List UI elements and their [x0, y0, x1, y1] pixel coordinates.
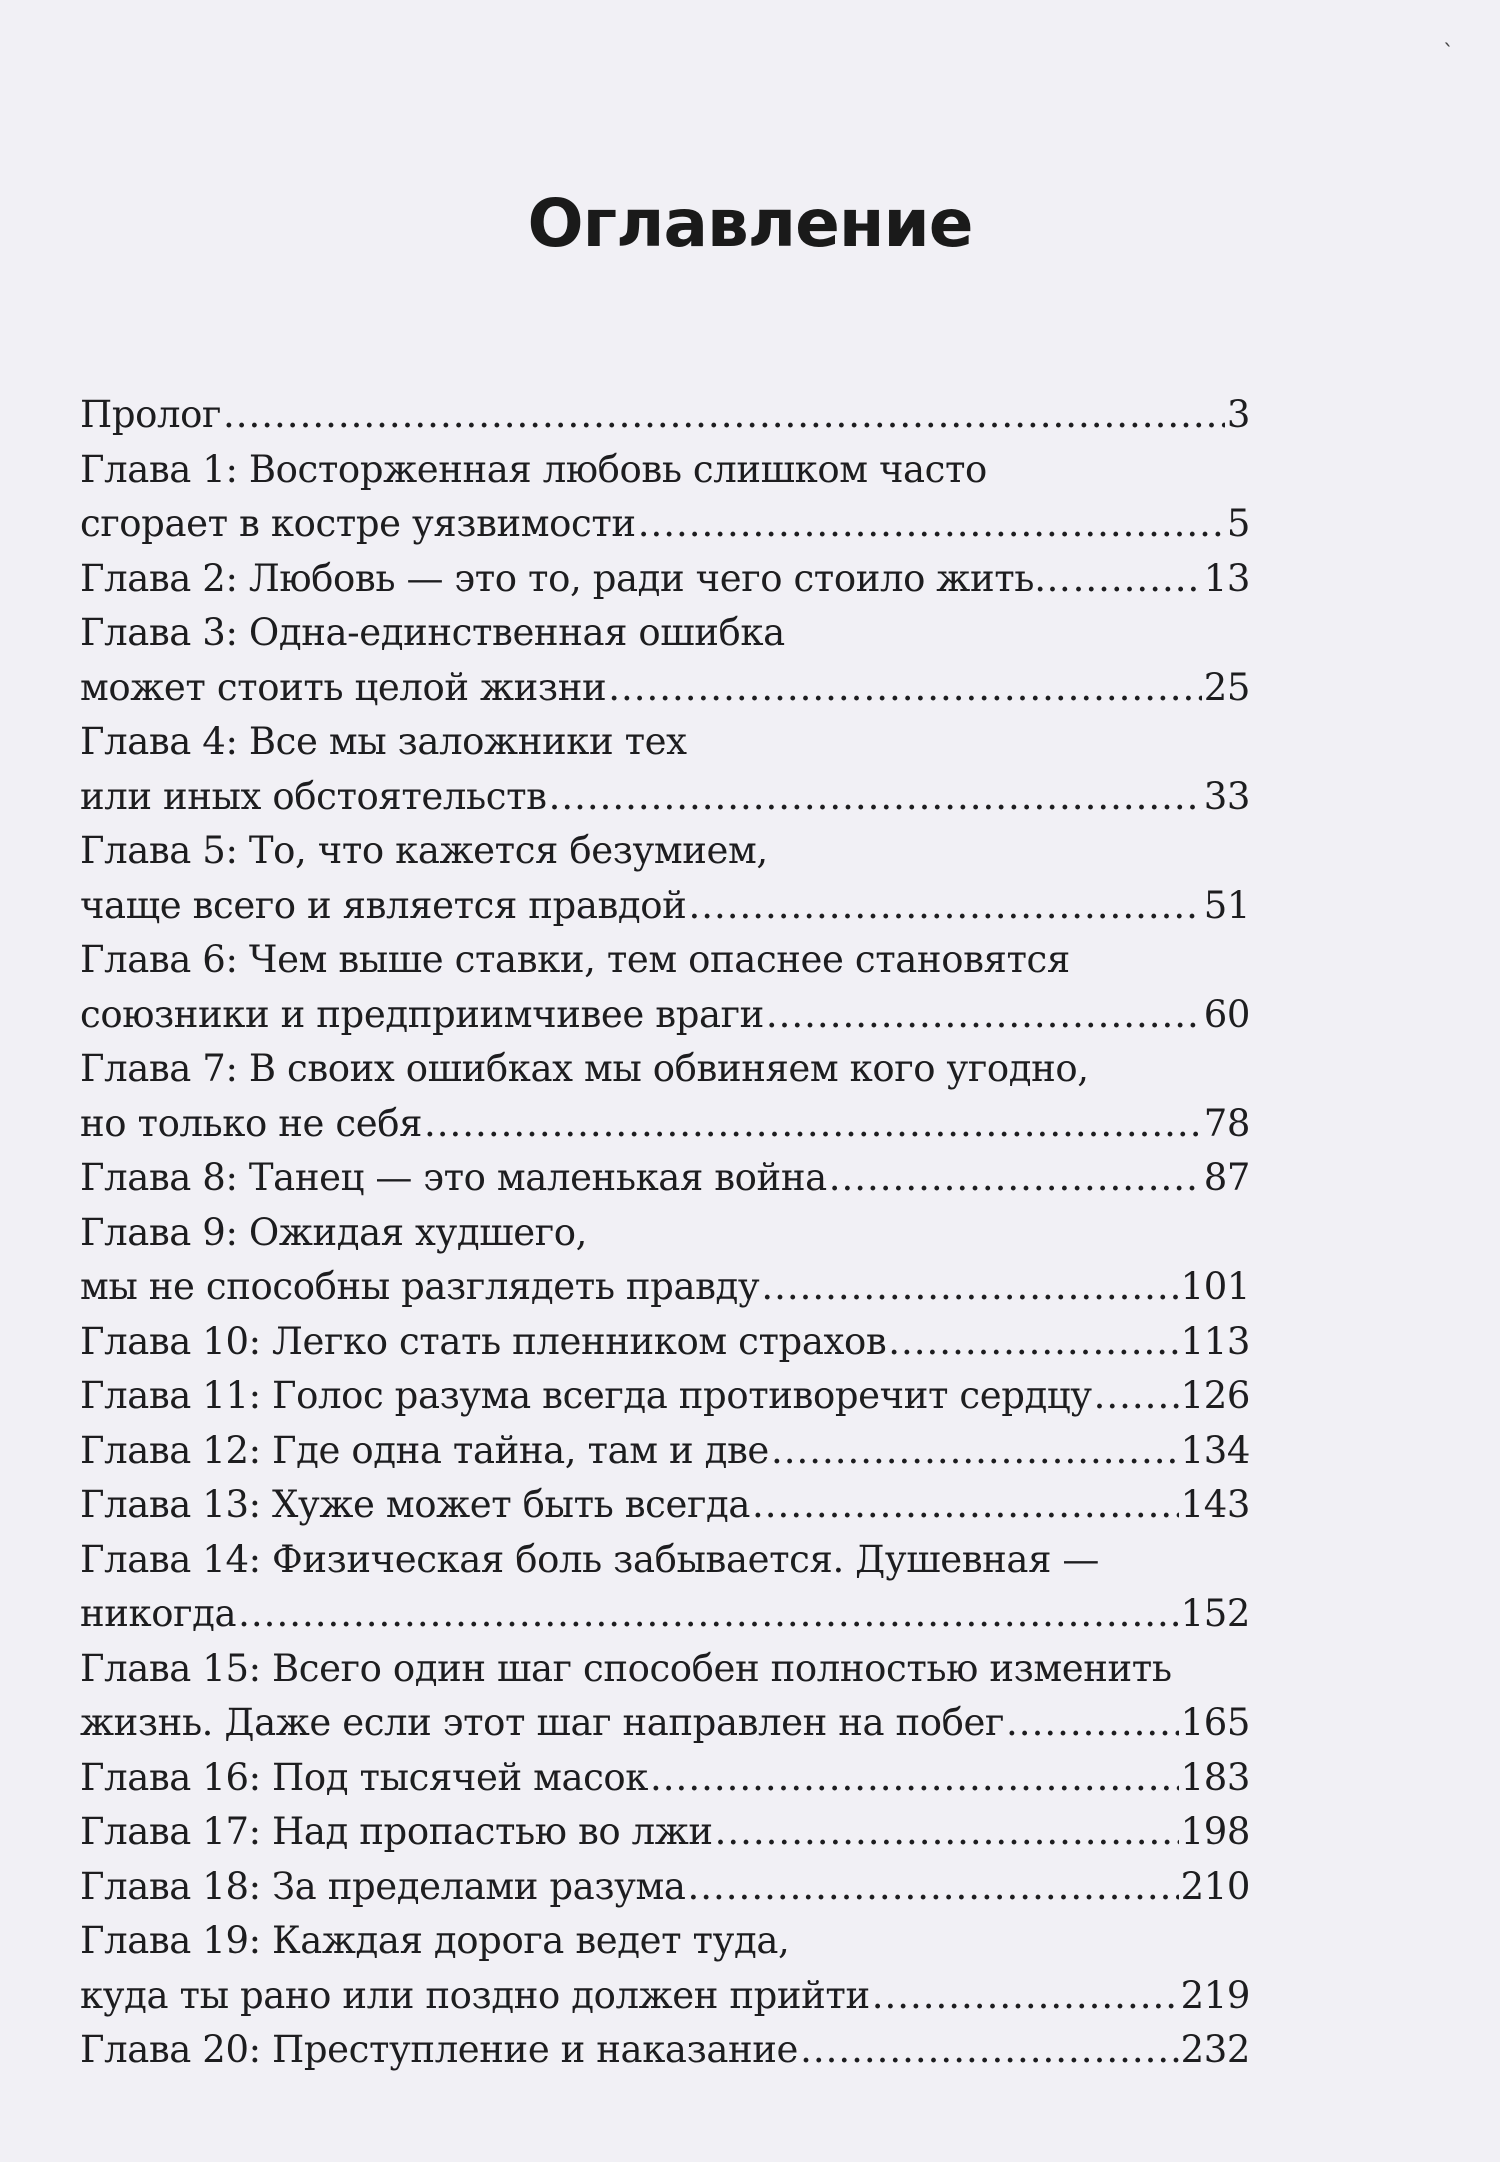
- toc-entry-line: [80, 1533, 1250, 1588]
- toc-entry: [80, 1151, 1250, 1206]
- toc-entry-title: Глава 1: Восторженная любовь слишком часто: [80, 447, 987, 491]
- toc-entry-title: Глава 14: Физическая боль забывается. Душевная —: [80, 1537, 1099, 1581]
- toc-entry: [80, 606, 1250, 715]
- dot-leader: [638, 497, 1225, 552]
- toc-entry-title: Глава 12: Где одна тайна, там и две: [80, 1428, 769, 1472]
- toc-entry-title: может стоить целой жизни: [80, 665, 607, 709]
- toc-entry-title: Глава 10: Легко стать пленником страхов: [80, 1319, 887, 1363]
- toc-entry-line: [80, 1914, 1250, 1969]
- toc-entry-title: Пролог: [80, 393, 221, 436]
- toc-entry-title: Глава 6: Чем выше ставки, тем опаснее становятся: [80, 938, 1070, 981]
- toc-entry: [80, 1914, 1250, 2023]
- dot-leader: [761, 1260, 1178, 1315]
- dot-leader: [800, 2023, 1179, 2078]
- dot-leader: [1006, 1696, 1179, 1751]
- dot-leader: [688, 879, 1201, 934]
- dot-leader: [872, 1969, 1179, 2024]
- toc-entry-line: [80, 1805, 1250, 1860]
- dot-leader: [1094, 1369, 1179, 1424]
- dot-leader: [752, 1478, 1179, 1533]
- dot-leader: [223, 388, 1225, 443]
- toc-entry-title: или иных обстоятельств: [80, 774, 547, 818]
- toc-entry: [80, 388, 1250, 443]
- toc-entry-title: мы не способны разглядеть правду: [80, 1265, 760, 1308]
- toc-entry-title: Глава 16: Под тысячей масок: [80, 1755, 649, 1799]
- dot-leader: [238, 1587, 1178, 1642]
- toc-entry-line: [80, 606, 1250, 661]
- toc-entry-line: [80, 1206, 1250, 1261]
- toc-entry-line: [80, 1260, 1250, 1315]
- page-title: Оглавление: [527, 185, 973, 262]
- dot-leader: [766, 988, 1202, 1043]
- toc-entry-title: Глава 7: В своих ошибках мы обвиняем кого угодно,: [80, 1047, 1089, 1090]
- toc-entry-title: Глава 13: Хуже может быть всегда: [80, 1483, 751, 1526]
- toc-page-number: 152: [1180, 1592, 1250, 1635]
- toc-page-number: 33: [1203, 774, 1250, 818]
- toc-entry-title: Глава 5: То, что кажется безумием,: [80, 829, 768, 872]
- toc-entry-line: [80, 388, 1250, 443]
- toc-page-number: 60: [1203, 992, 1250, 1036]
- toc-entry-line: [80, 1751, 1250, 1806]
- toc-entry-title: Глава 17: Над пропастью во лжи: [80, 1810, 713, 1853]
- toc-page-number: 51: [1203, 883, 1250, 927]
- toc-entry-line: [80, 1696, 1250, 1751]
- toc-entry: [80, 1860, 1250, 1915]
- toc-entry-title: Глава 18: За пределами разума: [80, 1864, 686, 1908]
- toc-entry: [80, 1751, 1250, 1806]
- toc-entry-line: [80, 1042, 1250, 1097]
- toc-entry: [80, 1042, 1250, 1151]
- toc-entry-line: [80, 933, 1250, 988]
- toc-entry-line: [80, 1315, 1250, 1370]
- toc-entry-line: [80, 879, 1250, 934]
- toc-entry-title: Глава 8: Танец — это маленькая война: [80, 1156, 827, 1199]
- toc-entry: [80, 1206, 1250, 1315]
- toc-page-number: 87: [1203, 1156, 1250, 1199]
- toc-page-number: 5: [1226, 502, 1250, 545]
- toc-entry-line: [80, 2023, 1250, 2078]
- toc-entry-line: [80, 1642, 1250, 1697]
- toc-entry: [80, 1315, 1250, 1370]
- toc-entry: [80, 1805, 1250, 1860]
- toc-entry-line: [80, 1369, 1250, 1424]
- corner-mark: ˎ: [1443, 22, 1454, 47]
- toc-entry: [80, 1642, 1250, 1751]
- dot-leader: [888, 1315, 1178, 1370]
- toc-entry-line: [80, 443, 1250, 498]
- toc-page-number: 219: [1180, 1973, 1250, 2017]
- toc-entry: [80, 1424, 1250, 1479]
- toc-entry-line: [80, 661, 1250, 716]
- toc-page-number: 210: [1180, 1864, 1250, 1908]
- toc-page-number: 232: [1180, 2028, 1250, 2071]
- toc-entry-line: [80, 1478, 1250, 1533]
- toc-page-number: 143: [1180, 1483, 1250, 1526]
- toc-entry-line: [80, 1969, 1250, 2024]
- dot-leader: [771, 1424, 1179, 1479]
- dot-leader: [424, 1097, 1202, 1152]
- toc-entry-title: куда ты рано или поздно должен прийти: [80, 1973, 870, 2017]
- toc-entry-title: Глава 9: Ожидая худшего,: [80, 1210, 587, 1254]
- toc-page-number: 134: [1180, 1428, 1250, 1472]
- toc-entry-line: [80, 497, 1250, 552]
- toc-page-number: 113: [1180, 1319, 1250, 1363]
- toc-entry-title: союзники и предприимчивее враги: [80, 992, 764, 1036]
- toc-entry-line: [80, 1587, 1250, 1642]
- toc-entry-line: [80, 1424, 1250, 1479]
- toc-entry-line: [80, 770, 1250, 825]
- toc-page-number: 13: [1203, 556, 1250, 600]
- toc-entry: [80, 824, 1250, 933]
- dot-leader: [608, 661, 1202, 716]
- dot-leader: [715, 1805, 1179, 1860]
- toc-entry: [80, 933, 1250, 1042]
- dot-leader: [1073, 552, 1202, 607]
- toc-entry-title: Глава 20: Преступление и наказание: [80, 2028, 799, 2071]
- toc-entry-title: Глава 3: Одна-единственная ошибка: [80, 611, 785, 654]
- toc-entry-title: Глава 4: Все мы заложники тех: [80, 720, 687, 763]
- toc-page-number: 126: [1180, 1374, 1250, 1417]
- toc-entry-title: сгорает в костре уязвимости: [80, 502, 636, 545]
- toc-entry: [80, 1533, 1250, 1642]
- dot-leader: [650, 1751, 1179, 1806]
- toc-entry: [80, 2023, 1250, 2078]
- toc-entry: [80, 1478, 1250, 1533]
- toc-entry-title: Глава 2: Любовь — это то, ради чего стоило жить…: [80, 556, 1071, 600]
- toc-page-number: 101: [1180, 1265, 1250, 1308]
- toc-entry-line: [80, 824, 1250, 879]
- toc-entry-line: [80, 552, 1250, 607]
- toc-entry: [80, 552, 1250, 607]
- toc-entry-line: [80, 1151, 1250, 1206]
- toc-entry-title: никогда: [80, 1592, 237, 1635]
- toc-entry-line: [80, 1097, 1250, 1152]
- dot-leader: [688, 1860, 1179, 1915]
- toc-entry-title: Глава 19: Каждая дорога ведет туда,: [80, 1919, 790, 1962]
- toc-entry-line: [80, 1860, 1250, 1915]
- dot-leader: [549, 770, 1202, 825]
- toc-page-number: 183: [1180, 1755, 1250, 1799]
- toc-entry-title: Глава 15: Всего один шаг способен полностью изменить: [80, 1646, 1172, 1690]
- toc-entry-title: Глава 11: Голос разума всегда противоречит сердцу: [80, 1374, 1092, 1417]
- toc-entry-line: [80, 715, 1250, 770]
- table-of-contents: [80, 388, 1250, 2078]
- toc-entry-title: но только не себя: [80, 1101, 423, 1145]
- toc-entry: [80, 715, 1250, 824]
- dot-leader: [829, 1151, 1202, 1206]
- toc-entry: [80, 1369, 1250, 1424]
- toc-entry-title: жизнь. Даже если этот шаг направлен на побег: [80, 1701, 1005, 1744]
- toc-entry-line: [80, 988, 1250, 1043]
- toc-page-number: 25: [1203, 665, 1250, 709]
- toc-entry: [80, 443, 1250, 552]
- toc-page-number: 165: [1180, 1701, 1250, 1744]
- toc-entry-title: чаще всего и является правдой: [80, 883, 687, 927]
- toc-page-number: 78: [1203, 1101, 1250, 1145]
- toc-page-number: 198: [1180, 1810, 1250, 1853]
- toc-page-number: 3: [1226, 393, 1250, 436]
